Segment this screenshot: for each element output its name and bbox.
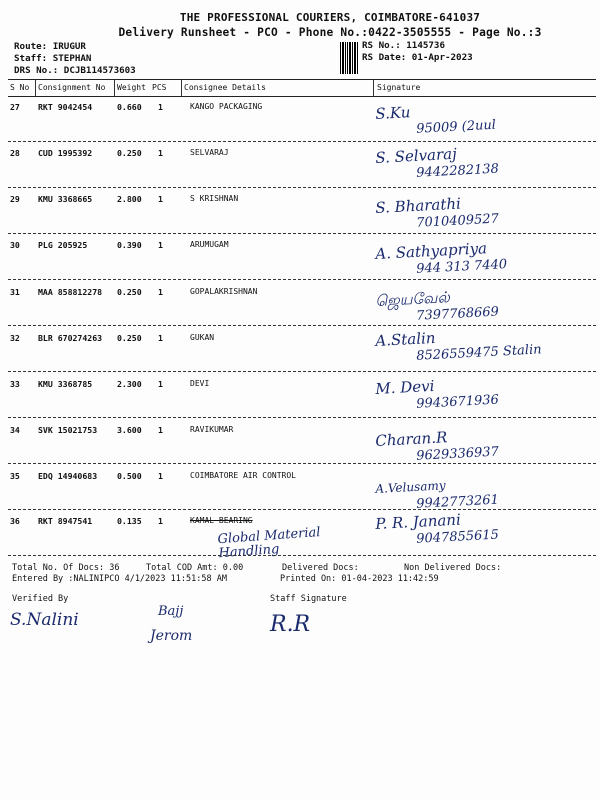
row-consignment: RKT 8947541	[38, 516, 93, 526]
row-weight: 0.250	[117, 333, 142, 343]
middle-signature-bottom: Jerom	[150, 628, 193, 644]
staff-label: Staff: STEPHAN	[14, 53, 92, 64]
signature-phone: 9629336937	[415, 444, 500, 464]
drs-label: DRS No.: DCJB114573603	[14, 65, 136, 76]
row-divider	[8, 279, 596, 280]
col-divider	[181, 80, 182, 96]
verified-by-label: Verified By	[12, 594, 69, 604]
total-docs: Total No. Of Docs: 36	[12, 563, 120, 573]
printed-on: Printed On: 01-04-2023 11:42:59	[280, 574, 439, 584]
row-signature	[375, 138, 596, 183]
row-consignment: RKT 9042454	[38, 102, 93, 112]
header-top-rule	[8, 79, 596, 80]
signature-phone: 7397768669	[415, 304, 500, 324]
row-divider	[8, 463, 596, 464]
row-weight: 0.250	[117, 287, 142, 297]
signature-phone: 95009 (2uul	[415, 117, 497, 137]
row-consignment: SVK 15021753	[38, 425, 98, 435]
row-consignee: GUKAN	[190, 333, 215, 342]
signature-name: A. Sathyapriya	[374, 239, 488, 263]
row-signature	[375, 94, 596, 139]
col-sno-header: S No	[10, 83, 30, 92]
col-divider	[114, 80, 115, 96]
row-weight: 2.300	[117, 379, 142, 389]
signature-name: S. Selvaraj	[374, 144, 458, 167]
row-divider	[8, 371, 596, 372]
row-pcs: 1	[158, 148, 163, 158]
header-bottom-rule	[8, 96, 596, 97]
signature-phone: 9442282138	[415, 161, 500, 181]
row-pcs: 1	[158, 333, 163, 343]
row-consignee: KANGO PACKAGING	[190, 102, 263, 111]
row-consignment: MAA 858812278	[38, 287, 103, 297]
signature-phone: 9943671936	[415, 392, 500, 412]
row-weight: 0.250	[117, 148, 142, 158]
row-signature	[375, 281, 596, 326]
row-consignee: RAVIKUMAR	[190, 425, 234, 434]
row-sno: 30	[10, 240, 20, 250]
handwritten-note: Global Material Handling	[217, 525, 321, 562]
row-divider	[8, 417, 596, 418]
row-sno: 33	[10, 379, 20, 389]
row-weight: 0.390	[117, 240, 142, 250]
row-sno: 31	[10, 287, 20, 297]
company-title: THE PROFESSIONAL COURIERS, COIMBATORE-641037	[179, 11, 481, 24]
row-consignee: S KRISHNAN	[190, 194, 239, 203]
row-signature	[375, 421, 596, 466]
signature-name: S. Bharathi	[374, 194, 462, 217]
row-consignee: COIMBATORE AIR CONTROL	[190, 471, 296, 480]
delivered-docs: Delivered Docs:	[282, 563, 359, 573]
middle-signature-top: Bajj	[158, 604, 184, 619]
row-pcs: 1	[158, 194, 163, 204]
row-divider	[8, 187, 596, 188]
row-consignment: EDQ 14940683	[38, 471, 98, 481]
rs-number: RS No.: 1145736	[362, 40, 445, 51]
row-signature	[375, 234, 596, 279]
row-consignee: DEVI	[190, 379, 210, 388]
row-consignee: ARUMUGAM	[190, 240, 229, 249]
signature-phone: 9942773261	[415, 492, 500, 512]
row-divider	[8, 141, 596, 142]
row-sno: 28	[10, 148, 20, 158]
row-weight: 0.660	[117, 102, 142, 112]
row-sno: 32	[10, 333, 20, 343]
total-cod: Total COD Amt: 0.00	[146, 563, 244, 573]
signature-name: M. Devi	[374, 376, 435, 398]
row-divider	[8, 233, 596, 234]
row-consignment: KMU 3368665	[38, 194, 93, 204]
row-pcs: 1	[158, 379, 163, 389]
entered-by: Entered By :NALINIPCO 4/1/2023 11:51:58 AM	[12, 574, 227, 584]
row-consignment: KMU 3368785	[38, 379, 93, 389]
row-sno: 34	[10, 425, 20, 435]
barcode-image	[340, 42, 358, 74]
row-consignee: KAMAL BEARING	[190, 516, 253, 525]
staff-signature-label: Staff Signature	[270, 594, 347, 604]
staff-signature: R.R	[270, 612, 311, 637]
row-sno: 35	[10, 471, 20, 481]
col-divider	[373, 80, 374, 96]
row-sno: 36	[10, 516, 20, 526]
col-consignment-header: Consignment No	[38, 83, 106, 92]
verified-signature: S.Nalini	[10, 610, 79, 630]
signature-phone: 944 313 7440	[415, 257, 508, 277]
col-details-header: Consignee Details	[184, 83, 266, 92]
signature-name: A.Velusamy	[375, 478, 446, 496]
row-weight: 0.135	[117, 516, 142, 526]
row-weight: 2.800	[117, 194, 142, 204]
row-signature	[375, 369, 596, 414]
signature-name: A.Stalin	[374, 328, 436, 350]
row-consignment: PLG 205925	[38, 240, 88, 250]
non-delivered-docs: Non Delivered Docs:	[404, 563, 502, 573]
row-sno: 29	[10, 194, 20, 204]
signature-phone: 8526559475 Stalin	[415, 342, 542, 364]
signature-name: P. R. Janani	[374, 510, 462, 533]
row-pcs: 1	[158, 102, 163, 112]
col-pcs-header: PCS	[152, 83, 167, 92]
col-weight-header: Weight	[117, 83, 146, 92]
row-signature	[375, 188, 596, 233]
runsheet-subtitle: Delivery Runsheet - PCO - Phone No.:0422-3505555 - Page No.:3	[118, 26, 542, 39]
row-pcs: 1	[158, 287, 163, 297]
signature-phone: 7010409527	[415, 211, 500, 231]
signature-name: S.Ku	[374, 103, 411, 123]
row-consignment: CUD 1995392	[38, 148, 93, 158]
row-consignee: SELVARAJ	[190, 148, 229, 157]
row-signature	[375, 321, 596, 366]
row-pcs: 1	[158, 240, 163, 250]
row-sno: 27	[10, 102, 20, 112]
row-pcs: 1	[158, 471, 163, 481]
col-divider	[35, 80, 36, 96]
row-weight: 0.500	[117, 471, 142, 481]
signature-name: Charan.R	[374, 428, 448, 450]
row-pcs: 1	[158, 425, 163, 435]
col-signature-header: Signature	[377, 83, 421, 92]
row-weight: 3.600	[117, 425, 142, 435]
row-pcs: 1	[158, 516, 163, 526]
row-divider	[8, 555, 596, 556]
signature-phone: 9047855615	[415, 527, 500, 547]
row-consignee: GOPALAKRISHNAN	[190, 287, 258, 296]
row-consignment: BLR 670274263	[38, 333, 103, 343]
rs-date: RS Date: 01-Apr-2023	[362, 52, 473, 63]
signature-name: ஜெயவேல்	[374, 288, 451, 310]
route-label: Route: IRUGUR	[14, 41, 86, 52]
